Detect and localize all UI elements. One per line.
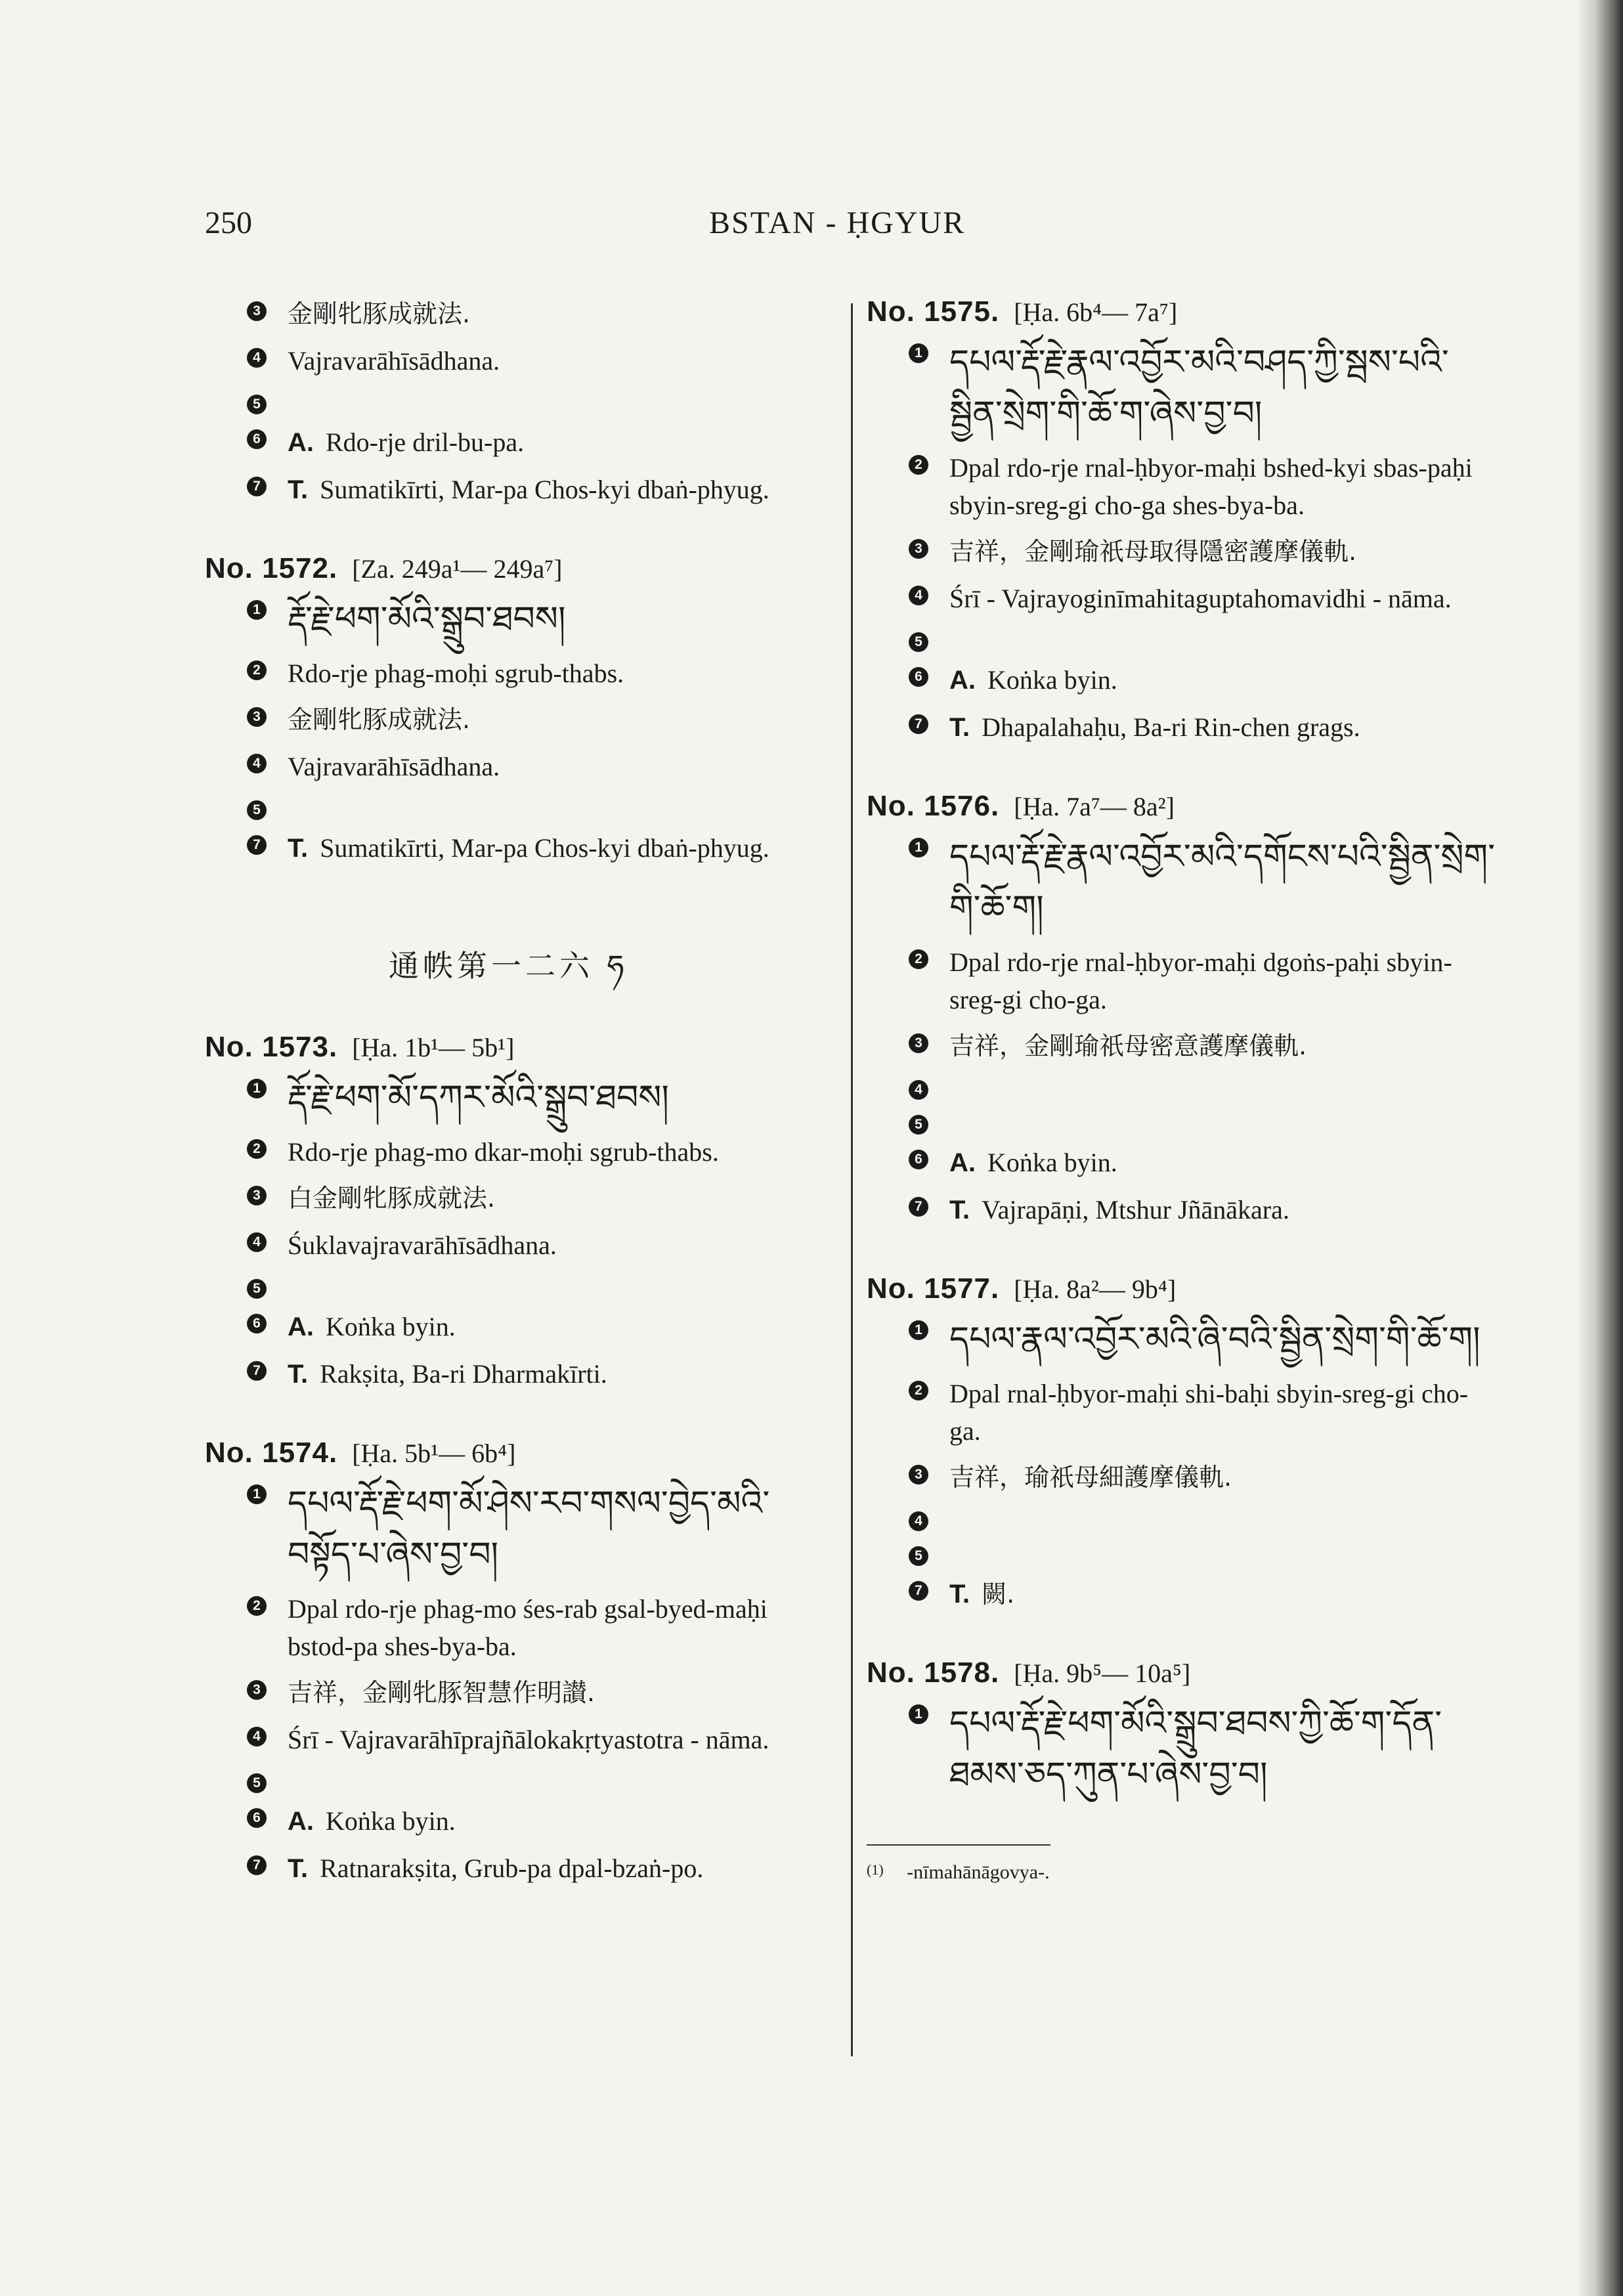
item-label: A. xyxy=(949,1148,976,1177)
item-number-badge: 7 xyxy=(909,1581,928,1601)
entry-item xyxy=(867,1540,1497,1566)
item-text: Dpal rdo-rje phag-mo śes-rab gsal-byed-maḥi bstod-pa shes-bya-ba. xyxy=(288,1594,768,1661)
tibetan-title: དཔལ་རྡོ་རྗེ་རྣལ་འབྱོར་མའི་བཤད་ཀྱི་སྦས་པའི་སྦྱིན་སྲེག་གི་ཆོ་ག་ཞེས་བྱ་བ། xyxy=(949,344,1449,433)
entry-item xyxy=(867,1459,1497,1496)
folio-location: [Ḥa. 8a²— 9b⁴] xyxy=(1014,1274,1177,1304)
folio-location: [Ḥa. 7a⁷— 8a²] xyxy=(1014,792,1175,821)
tibetan-title: རྡོ་རྗེ་ཕག་མོའི་སྒྲུབ་ཐབས། xyxy=(288,601,566,638)
entry-continuation xyxy=(205,295,835,509)
entry-item xyxy=(867,580,1497,617)
item-number-badge: 7 xyxy=(247,477,267,496)
entry-item xyxy=(205,1355,835,1393)
item-label: T. xyxy=(288,834,309,863)
item-label: T. xyxy=(288,475,309,504)
entry-item xyxy=(867,1028,1497,1065)
entry-item xyxy=(867,661,1497,699)
item-text: 金剛牝豚成就法. xyxy=(288,299,471,328)
entry-item xyxy=(205,1674,835,1712)
item-number-badge: 2 xyxy=(909,949,928,969)
entry-item xyxy=(867,1109,1497,1135)
entry-no-1576 xyxy=(867,790,1497,1229)
item-number-badge: 4 xyxy=(909,586,928,605)
tibetan-title: དཔལ་རྡོ་རྗེ་རྣལ་འབྱོར་མའི་དགོངས་པའི་སྦྱིན་སྲེག་གི་ཆོ་ག། xyxy=(949,838,1496,927)
item-number-badge: 3 xyxy=(909,1465,928,1484)
item-number-badge: 7 xyxy=(247,835,267,855)
item-value: Sumatikīrti, Mar-pa Chos-kyi dbaṅ-phyug. xyxy=(320,833,769,863)
entry-heading xyxy=(867,1657,1497,1689)
page-number: 250 xyxy=(205,206,252,240)
entry-item xyxy=(205,1850,835,1888)
column-divider xyxy=(851,303,853,2056)
item-text xyxy=(949,661,1497,699)
item-number-badge: 3 xyxy=(247,1680,267,1700)
item-text xyxy=(288,1355,835,1393)
item-label: A. xyxy=(949,666,976,695)
entry-item xyxy=(867,449,1497,524)
item-number-badge: 1 xyxy=(909,1320,928,1340)
item-value: Ratnarakṣita, Grub-pa dpal-bzaṅ-po. xyxy=(320,1853,704,1883)
item-label: A. xyxy=(288,1312,314,1341)
tibetan-title: དཔལ་རྣལ་འབྱོར་མའི་ཞི་བའི་སྦྱིན་སྲེག་གི་ཆོ་ག། xyxy=(949,1321,1481,1358)
item-number-badge: 5 xyxy=(247,1279,267,1299)
item-label: T. xyxy=(288,1854,309,1883)
entry-item xyxy=(867,1505,1497,1531)
tibetan-title: དཔལ་རྡོ་རྗེ་ཕག་མོ་ཤེས་རབ་གསལ་བྱེད་མའི་བསྟོད་པ་ཞེས་བྱ་བ། xyxy=(288,1485,770,1574)
entry-item xyxy=(867,1699,1497,1801)
entry-no-1577 xyxy=(867,1272,1497,1613)
item-number-badge: 5 xyxy=(247,395,267,414)
item-text xyxy=(949,1144,1497,1182)
entry-item xyxy=(867,1575,1497,1613)
entry-item xyxy=(205,1073,835,1124)
entry-number: No. 1574. xyxy=(205,1437,338,1469)
entry-item xyxy=(205,1180,835,1217)
running-head: BSTAN - ḤGYUR xyxy=(709,206,966,240)
entry-item xyxy=(867,533,1497,571)
item-number-badge: 1 xyxy=(909,838,928,857)
item-number-badge: 6 xyxy=(247,1808,267,1828)
item-text: 白金剛牝豚成就法. xyxy=(288,1184,496,1213)
item-number-badge: 2 xyxy=(909,455,928,475)
item-text xyxy=(288,1850,835,1888)
entry-heading xyxy=(205,552,835,585)
item-text: Rdo-rje phag-mo dkar-moḥi sgrub-thabs. xyxy=(288,1137,719,1167)
entry-item xyxy=(867,1314,1497,1366)
item-number-badge: 3 xyxy=(909,539,928,559)
folio-location: [Ḥa. 6b⁴— 7a⁷] xyxy=(1014,297,1178,327)
item-number-badge: 3 xyxy=(909,1033,928,1053)
entry-number: No. 1573. xyxy=(205,1031,338,1063)
item-text: Śuklavajravarāhīsādhana. xyxy=(288,1230,557,1260)
entry-heading xyxy=(867,790,1497,823)
entry-item xyxy=(867,626,1497,652)
folio-location: [Ḥa. 1b¹— 5b¹] xyxy=(352,1033,515,1062)
entry-heading xyxy=(205,1031,835,1064)
entry-number: No. 1572. xyxy=(205,552,338,584)
item-number-badge: 1 xyxy=(247,600,267,620)
item-value: Koṅka byin. xyxy=(987,665,1117,695)
item-number-badge: 7 xyxy=(909,714,928,734)
right-column xyxy=(867,295,1497,1884)
item-number-badge: 1 xyxy=(247,1484,267,1504)
item-number-badge: 4 xyxy=(247,1727,267,1746)
item-number-badge: 2 xyxy=(909,1381,928,1400)
folio-location: [Ḥa. 5b¹— 6b⁴] xyxy=(352,1439,516,1468)
entry-item xyxy=(205,295,835,333)
item-text: 吉祥，金剛瑜祇母取得隱密護摩儀軌. xyxy=(949,537,1357,566)
entry-item xyxy=(205,342,835,379)
entry-item xyxy=(205,1133,835,1171)
entry-item xyxy=(205,1590,835,1665)
item-text: Śrī - Vajravarāhīprajñālokakṛtyastotra - nāma. xyxy=(288,1725,769,1754)
entry-item xyxy=(867,1144,1497,1182)
item-value: Rakṣita, Ba-ri Dharmakīrti. xyxy=(320,1359,607,1389)
item-number-badge: 7 xyxy=(909,1197,928,1217)
item-number-badge: 4 xyxy=(909,1511,928,1531)
item-number-badge: 5 xyxy=(247,800,267,820)
item-text: Dpal rnal-ḥbyor-maḥi shi-baḥi sbyin-sreg-gi cho-ga. xyxy=(949,1379,1469,1446)
entry-item xyxy=(205,389,835,414)
item-text: Dpal rdo-rje rnal-ḥbyor-maḥi dgoṅs-paḥi sbyin-sreg-gi cho-ga. xyxy=(949,947,1452,1014)
footnote-rule xyxy=(867,1844,1050,1846)
item-number-badge: 1 xyxy=(909,343,928,363)
item-text: Dpal rdo-rje rnal-ḥbyor-maḥi bshed-kyi sbas-paḥi sbyin-sreg-gi cho-ga shes-bya-ba. xyxy=(949,453,1473,520)
footnote xyxy=(867,1861,1497,1884)
item-text: Rdo-rje phag-moḥi sgrub-thabs. xyxy=(288,659,624,688)
item-text xyxy=(288,423,835,462)
entry-item xyxy=(205,701,835,739)
entry-no-1574 xyxy=(205,1437,835,1888)
entry-item xyxy=(205,829,835,867)
item-label: T. xyxy=(288,1360,309,1389)
entry-item xyxy=(205,594,835,645)
item-text: 吉祥，金剛瑜祇母密意護摩儀軌. xyxy=(949,1031,1307,1060)
item-number-badge: 4 xyxy=(247,348,267,368)
item-text: Vajravarāhīsādhana. xyxy=(288,752,500,781)
entry-item xyxy=(867,1074,1497,1100)
item-number-badge: 3 xyxy=(247,301,267,321)
entry-item xyxy=(205,794,835,820)
item-number-badge: 2 xyxy=(247,1139,267,1159)
item-number-badge: 6 xyxy=(909,667,928,687)
item-value: Koṅka byin. xyxy=(326,1806,456,1836)
item-text xyxy=(949,1191,1497,1229)
item-label: T. xyxy=(949,1196,970,1224)
item-value: Koṅka byin. xyxy=(326,1312,456,1341)
left-column xyxy=(205,295,835,1931)
entry-item xyxy=(205,1767,835,1793)
item-text xyxy=(949,708,1497,747)
item-number-badge: 4 xyxy=(247,1232,267,1252)
entry-item xyxy=(867,708,1497,747)
item-text: Śrī - Vajrayoginīmahitaguptahomavidhi - nāma. xyxy=(949,584,1452,613)
item-number-badge: 4 xyxy=(909,1080,928,1100)
item-text xyxy=(288,1802,835,1840)
entry-item xyxy=(205,423,835,462)
entry-no-1578 xyxy=(867,1657,1497,1801)
entry-item xyxy=(205,1721,835,1758)
tibetan-title: རྡོ་རྗེ་ཕག་མོ་དཀར་མོའི་སྒྲུབ་ཐབས། xyxy=(288,1079,669,1117)
entry-number: No. 1576. xyxy=(867,790,1000,822)
entry-item xyxy=(867,1191,1497,1229)
entry-no-1573 xyxy=(205,1031,835,1393)
entry-item xyxy=(205,1226,835,1264)
item-text: 吉祥，金剛牝豚智慧作明讃. xyxy=(288,1678,595,1707)
entry-item xyxy=(867,943,1497,1018)
entry-number: No. 1578. xyxy=(867,1657,1000,1689)
item-number-badge: 6 xyxy=(909,1150,928,1169)
item-text xyxy=(288,829,835,867)
entry-item xyxy=(205,748,835,785)
entry-heading xyxy=(867,295,1497,328)
entry-item xyxy=(205,1802,835,1840)
item-value: Vajrapāṇi, Mtshur Jñānākara. xyxy=(982,1195,1289,1224)
entry-item xyxy=(205,1273,835,1299)
entry-item xyxy=(205,471,835,509)
entry-number: No. 1577. xyxy=(867,1272,1000,1305)
item-number-badge: 5 xyxy=(247,1773,267,1793)
item-number-badge: 4 xyxy=(247,754,267,773)
binding-edge-shadow xyxy=(1576,0,1623,2296)
folio-location: [Ḥa. 9b⁵— 10a⁵] xyxy=(1014,1658,1191,1688)
item-number-badge: 3 xyxy=(247,1186,267,1205)
entry-item xyxy=(205,655,835,692)
footnote-text: -nīmahānāgovya-. xyxy=(907,1861,1050,1883)
item-value: Rdo-rje dril-bu-pa. xyxy=(326,427,525,457)
entry-no-1572 xyxy=(205,552,835,867)
item-label: T. xyxy=(949,1580,970,1609)
item-number-badge: 2 xyxy=(247,661,267,680)
item-label: A. xyxy=(288,1807,314,1836)
item-value: Koṅka byin. xyxy=(987,1148,1117,1177)
item-text xyxy=(949,1575,1497,1613)
entry-item xyxy=(867,1375,1497,1450)
item-label: T. xyxy=(949,713,970,742)
tibetan-title: དཔལ་རྡོ་རྗེ་ཕག་མོའི་སྒྲུབ་ཐབས་ཀྱི་ཆོ་ག་དོན་ཐམས་ཅད་ཀུན་པ་ཞེས་བྱ་བ། xyxy=(949,1705,1442,1794)
item-value: 闕. xyxy=(982,1580,1015,1609)
item-text xyxy=(288,471,835,509)
item-number-badge: 1 xyxy=(909,1704,928,1724)
item-number-badge: 7 xyxy=(247,1361,267,1381)
entry-no-1575 xyxy=(867,295,1497,747)
item-text: 吉祥，瑜祇母細護摩儀軌. xyxy=(949,1463,1232,1492)
footnote-mark: (1) xyxy=(867,1861,884,1878)
item-number-badge: 5 xyxy=(909,632,928,652)
entry-item xyxy=(867,337,1497,440)
item-number-badge: 7 xyxy=(247,1855,267,1875)
item-value: Sumatikīrti, Mar-pa Chos-kyi dbaṅ-phyug. xyxy=(320,475,769,504)
item-number-badge: 6 xyxy=(247,1314,267,1333)
entry-heading xyxy=(205,1437,835,1469)
item-number-badge: 5 xyxy=(909,1115,928,1135)
item-number-badge: 1 xyxy=(247,1079,267,1098)
entry-item xyxy=(867,832,1497,934)
folio-location: [Za. 249a¹— 249a⁷] xyxy=(352,554,563,584)
section-title: 通帙第一二六 ཧ xyxy=(389,948,628,984)
entry-item xyxy=(205,1308,835,1346)
entry-heading xyxy=(867,1272,1497,1305)
item-text: Vajravarāhīsādhana. xyxy=(288,346,500,376)
item-number-badge: 6 xyxy=(247,429,267,449)
entry-item xyxy=(205,1479,835,1581)
item-value: Dhapalahaḥu, Ba-ri Rin-chen grags. xyxy=(982,712,1360,742)
item-number-badge: 2 xyxy=(247,1596,267,1616)
item-text: 金剛牝豚成就法. xyxy=(288,705,471,734)
item-label: A. xyxy=(288,428,314,457)
entry-number: No. 1575. xyxy=(867,295,1000,328)
item-number-badge: 5 xyxy=(909,1546,928,1566)
item-text xyxy=(288,1308,835,1346)
item-number-badge: 3 xyxy=(247,707,267,727)
